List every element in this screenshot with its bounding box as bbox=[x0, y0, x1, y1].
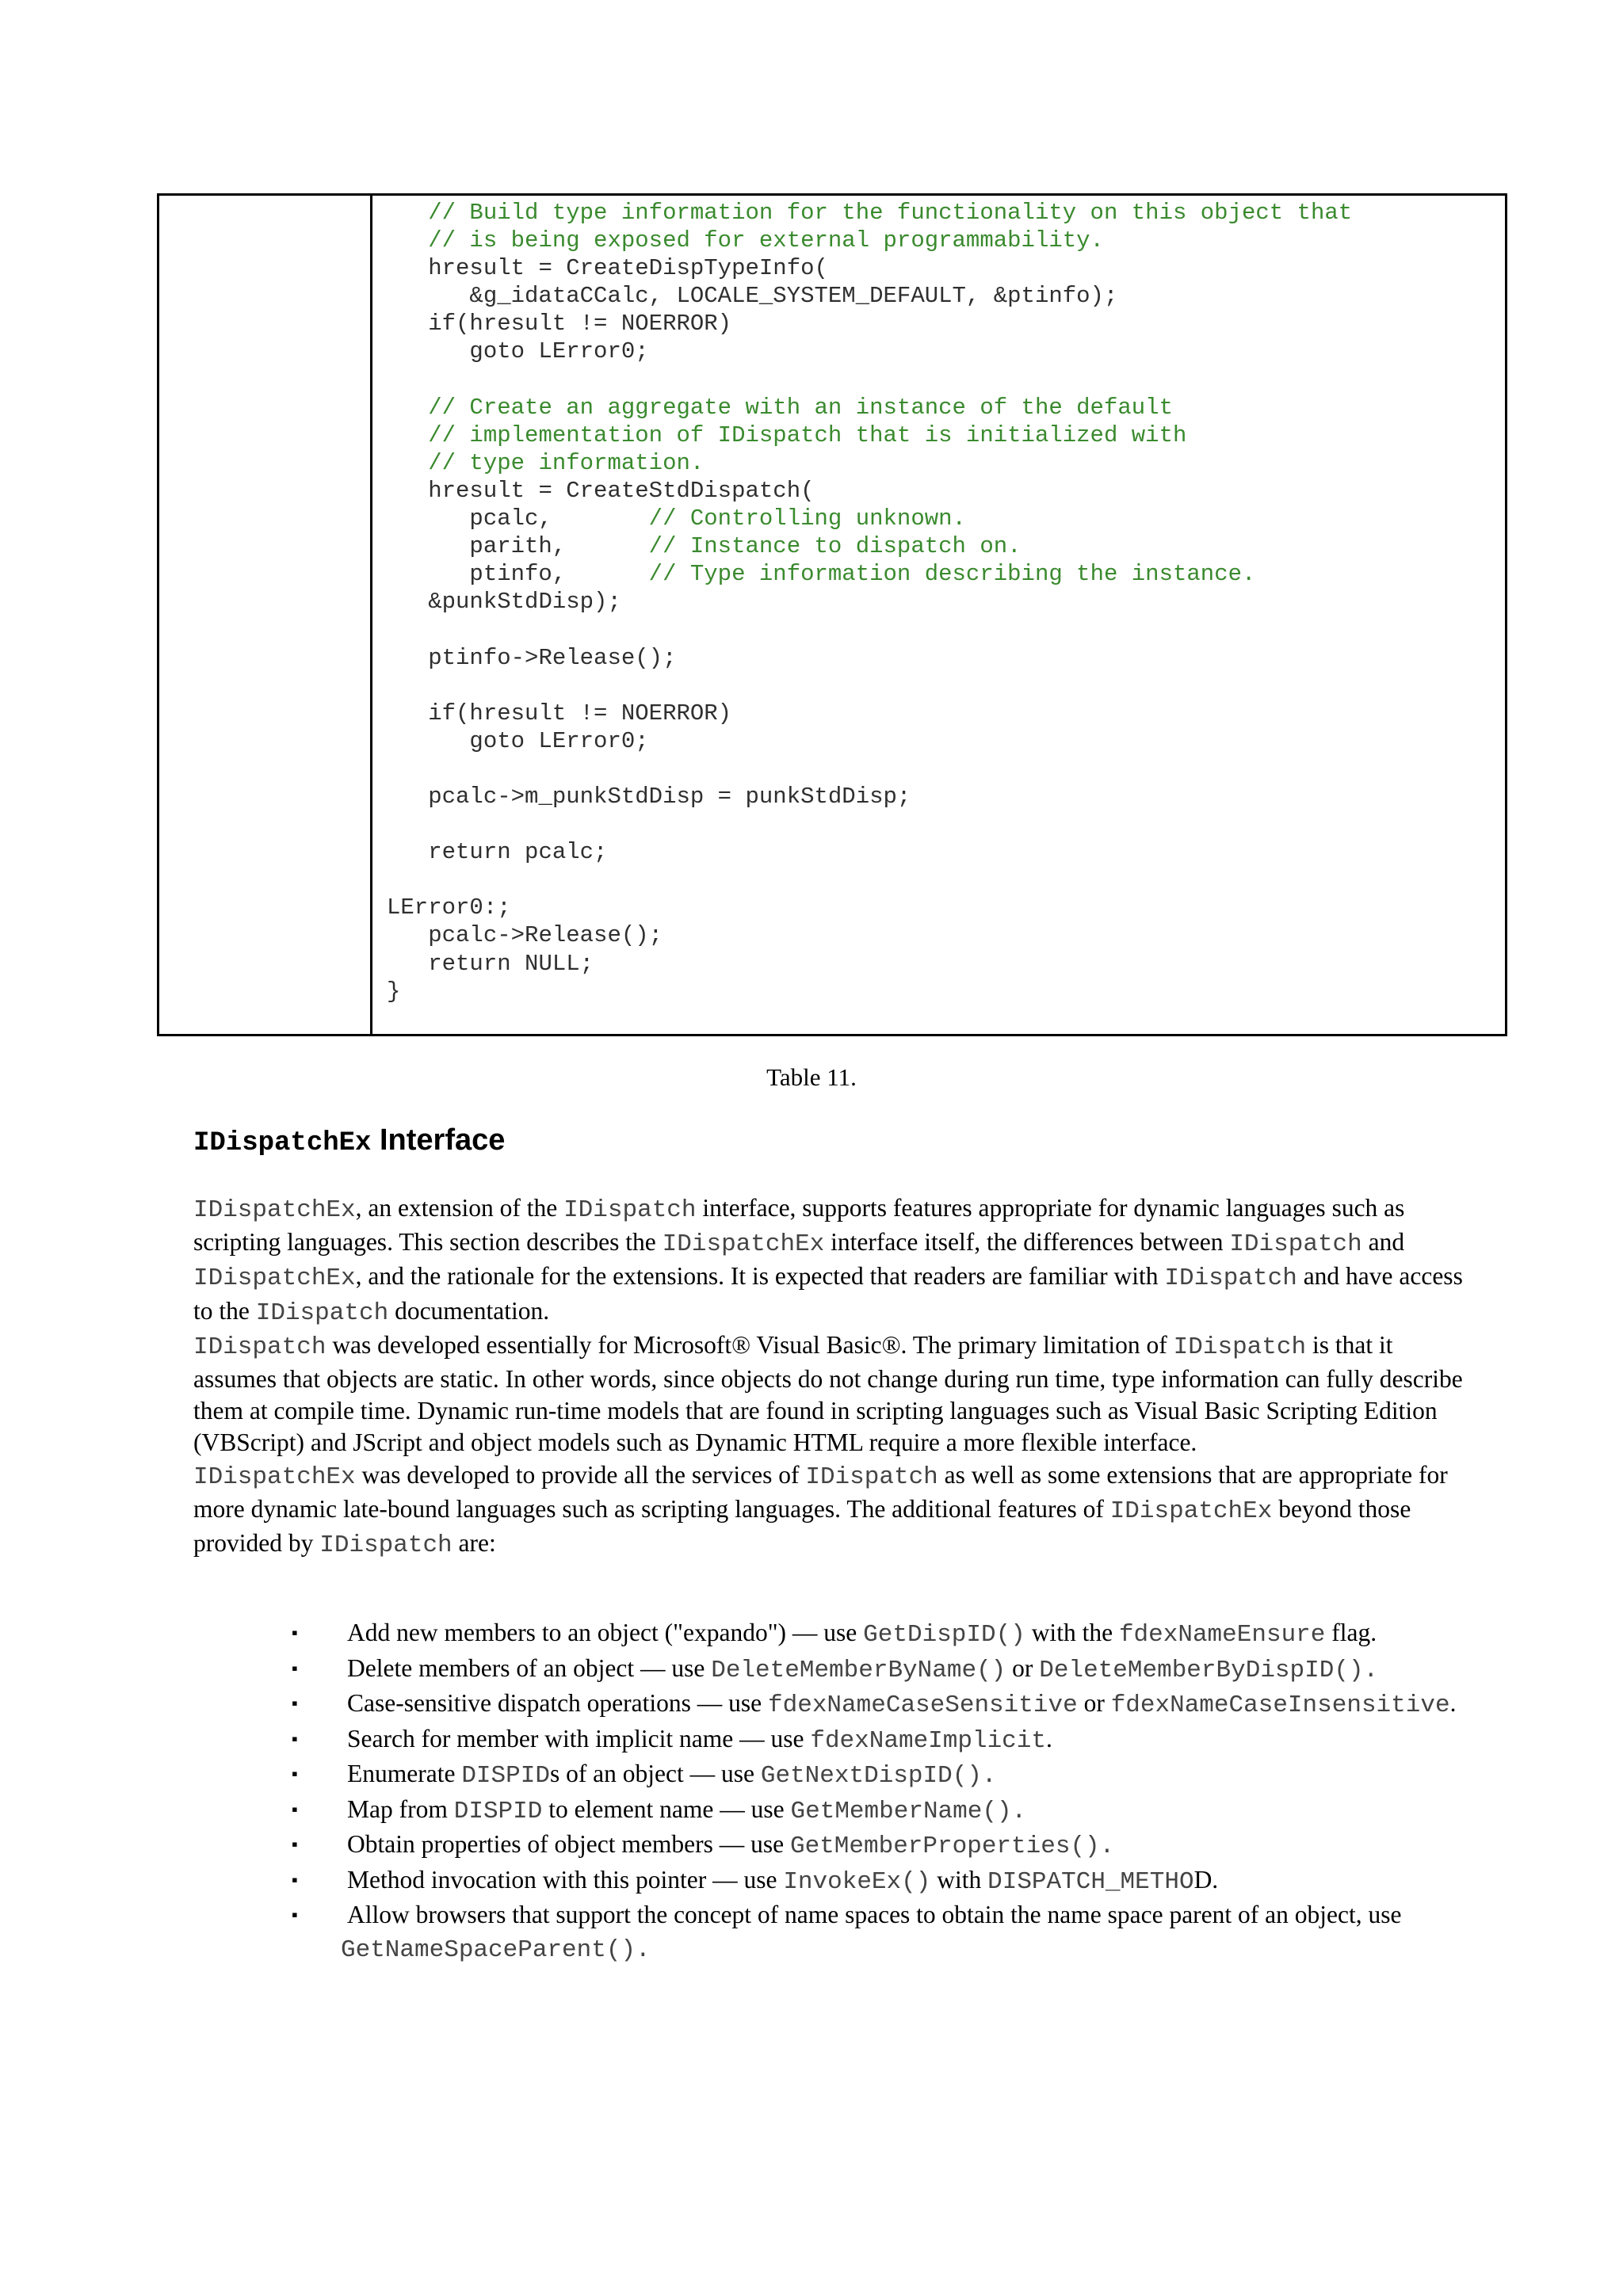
text-run: , and the rationale for the extensions. It is expected that readers are familiar with bbox=[355, 1262, 1165, 1291]
text-run: Obtain properties of object members — use bbox=[347, 1830, 790, 1858]
list-item bbox=[285, 1863, 1506, 1899]
text-run: D. bbox=[1193, 1865, 1219, 1894]
inline-code: IDispatch bbox=[319, 1531, 453, 1560]
bullet-icon: ▪ bbox=[292, 1764, 298, 1783]
code-line bbox=[387, 338, 1352, 365]
code-table bbox=[157, 193, 1507, 1036]
bullet-icon: ▪ bbox=[292, 1623, 298, 1642]
code-line bbox=[387, 672, 1352, 700]
inline-code: IDispatch bbox=[805, 1463, 938, 1491]
paragraph bbox=[193, 1459, 1477, 1562]
inline-code: IDispatch bbox=[1164, 1264, 1297, 1293]
inline-code: GetDispID() bbox=[863, 1621, 1025, 1649]
code-line bbox=[387, 700, 1352, 727]
code-line bbox=[387, 532, 1352, 560]
code-line bbox=[387, 282, 1352, 310]
inline-code: DeleteMemberByDispID(). bbox=[1039, 1656, 1379, 1684]
code-text: pcalc->Release(); bbox=[428, 922, 663, 949]
code-line bbox=[387, 866, 1352, 894]
inline-code: DISPATCH_METHO bbox=[987, 1867, 1194, 1896]
code-text: if(hresult != NOERROR) bbox=[428, 700, 732, 727]
code-line bbox=[387, 449, 1352, 477]
code-line bbox=[387, 616, 1352, 643]
code-text: } bbox=[387, 978, 401, 1005]
inline-code: GetNextDispID(). bbox=[760, 1762, 997, 1790]
text-run: Delete members of an object — use bbox=[347, 1653, 712, 1682]
bullet-icon: ▪ bbox=[292, 1798, 298, 1819]
text-run: s of an object — use bbox=[549, 1760, 761, 1787]
list-item bbox=[285, 1757, 1506, 1793]
list-item-text bbox=[341, 1901, 1401, 1962]
inline-code: GetMemberName(). bbox=[790, 1797, 1027, 1825]
code-text: parith, bbox=[469, 533, 649, 560]
code-line bbox=[387, 477, 1352, 505]
paragraph bbox=[193, 1329, 1477, 1459]
inline-code: IDispatchEx bbox=[193, 1196, 356, 1224]
list-item bbox=[285, 1828, 1506, 1863]
list-item-text bbox=[341, 1866, 1218, 1894]
text-run: Map from bbox=[347, 1794, 454, 1823]
code-comment: // Controlling unknown. bbox=[648, 505, 966, 532]
text-run: documentation. bbox=[388, 1296, 550, 1325]
code-text: pcalc, bbox=[469, 505, 649, 532]
inline-code: GetNameSpaceParent(). bbox=[341, 1936, 651, 1964]
text-run: Allow browsers that support the concept of name spaces to obtain the name space parent of an object, use bbox=[347, 1901, 1402, 1928]
bullet-icon: ▪ bbox=[292, 1728, 298, 1749]
code-line bbox=[387, 838, 1352, 866]
text-run: . bbox=[1046, 1724, 1052, 1753]
code-text: goto LError0; bbox=[469, 727, 649, 754]
heading-text-part: Interface bbox=[371, 1123, 506, 1157]
text-run: with the bbox=[1025, 1619, 1119, 1646]
code-line bbox=[387, 310, 1352, 338]
section-heading bbox=[193, 1123, 505, 1158]
code-line bbox=[387, 783, 1352, 810]
code-text: if(hresult != NOERROR) bbox=[428, 311, 732, 338]
bullet-icon: ▪ bbox=[292, 1905, 298, 1924]
text-run: Method invocation with this pointer — use bbox=[347, 1865, 784, 1894]
bullet-icon: ▪ bbox=[292, 1657, 298, 1678]
text-run: Add new members to an object ("expando") — use bbox=[347, 1619, 864, 1646]
code-line bbox=[387, 978, 1352, 1005]
code-text: &punkStdDisp); bbox=[428, 589, 621, 616]
inline-code: DISPID bbox=[461, 1762, 550, 1790]
inline-code: fdexNameCaseInsensitive bbox=[1110, 1691, 1450, 1719]
code-line bbox=[387, 505, 1352, 532]
inline-code: IDispatch bbox=[193, 1333, 327, 1361]
text-run: with bbox=[930, 1865, 988, 1894]
code-comment: // Type information describing the instance. bbox=[648, 561, 1256, 588]
list-item-text bbox=[341, 1619, 1377, 1649]
inline-code: GetMemberProperties(). bbox=[789, 1833, 1115, 1860]
inline-code: fdexNameImplicit bbox=[810, 1726, 1046, 1755]
text-run: is that it assumes that objects are static. In other words, since objects do not change during run time, type information can fully describe them at compile time. Dynamic run-time models that are found in scripting languages such as Visual Basic Scripting Edition (VBScript) and JScript and object models such as Dynamic HTML require a more flexible interface. bbox=[193, 1330, 1463, 1457]
inline-code: IDispatchEx bbox=[1109, 1497, 1273, 1525]
code-text: goto LError0; bbox=[469, 338, 649, 365]
list-item-text bbox=[341, 1725, 1052, 1753]
code-line bbox=[387, 560, 1352, 588]
inline-code: IDispatch bbox=[563, 1196, 697, 1224]
code-text: LError0:; bbox=[387, 894, 511, 921]
text-run: flag. bbox=[1325, 1619, 1377, 1646]
code-text: pcalc->m_punkStdDisp = punkStdDisp; bbox=[428, 783, 911, 810]
text-run: interface, supports features appropriate for dynamic languages such as scripting languages. This section describes the bbox=[193, 1194, 1405, 1257]
code-text: return pcalc; bbox=[428, 839, 608, 866]
inline-code: IDispatchEx bbox=[193, 1264, 356, 1293]
text-run: Search for member with implicit name — use bbox=[347, 1724, 811, 1753]
code-line bbox=[387, 366, 1352, 394]
list-item-text bbox=[341, 1830, 1114, 1858]
inline-code: IDispatch bbox=[1229, 1230, 1362, 1259]
inline-code: fdexNameCaseSensitive bbox=[768, 1691, 1078, 1719]
code-line bbox=[387, 227, 1352, 254]
text-run: or bbox=[1006, 1653, 1040, 1682]
code-comment: // Create an aggregate with an instance of the default bbox=[428, 394, 1173, 421]
code-text: hresult = CreateDispTypeInfo( bbox=[428, 255, 828, 282]
list-item bbox=[285, 1616, 1506, 1652]
code-text: &g_idataCCalc, LOCALE_SYSTEM_DEFAULT, &ptinfo); bbox=[469, 283, 1118, 310]
list-item bbox=[285, 1898, 1506, 1966]
code-comment: // is being exposed for external programmability. bbox=[428, 227, 1104, 254]
code-line bbox=[387, 810, 1352, 838]
inline-code: IDispatch bbox=[255, 1299, 389, 1327]
code-text: return NULL; bbox=[428, 950, 594, 977]
list-item-text bbox=[341, 1689, 1456, 1717]
text-run: are: bbox=[452, 1529, 496, 1558]
list-item bbox=[285, 1687, 1506, 1722]
table-column-divider bbox=[370, 196, 372, 1034]
text-run: was developed to provide all the services of bbox=[355, 1460, 806, 1489]
text-run: . bbox=[1449, 1689, 1457, 1717]
text-run: to element name — use bbox=[542, 1794, 791, 1823]
list-item bbox=[285, 1722, 1506, 1758]
feature-list bbox=[285, 1616, 1506, 1966]
text-run: Case-sensitive dispatch operations — use bbox=[347, 1689, 769, 1717]
body-text bbox=[193, 1192, 1477, 1562]
inline-code: IDispatchEx bbox=[193, 1463, 356, 1491]
code-line bbox=[387, 644, 1352, 672]
code-line bbox=[387, 421, 1352, 449]
code-comment: // implementation of IDispatch that is initialized with bbox=[428, 421, 1187, 448]
code-text: hresult = CreateStdDispatch( bbox=[428, 477, 815, 504]
text-run: was developed essentially for Microsoft® Visual Basic®. The primary limitation of bbox=[326, 1330, 1174, 1359]
code-line bbox=[387, 755, 1352, 783]
code-line bbox=[387, 394, 1352, 421]
code-line bbox=[387, 921, 1352, 949]
text-run: as well as some extensions that are appropriate for more dynamic late-bound languages such as scripting languages. The additional features of bbox=[193, 1460, 1448, 1523]
bullet-icon: ▪ bbox=[292, 1693, 298, 1713]
code-comment: // Build type information for the functionality on this object that bbox=[428, 200, 1353, 226]
inline-code: fdexNameEnsure bbox=[1118, 1621, 1326, 1649]
code-line bbox=[387, 254, 1352, 282]
inline-code: DeleteMemberByName() bbox=[711, 1656, 1006, 1684]
code-line bbox=[387, 727, 1352, 755]
code-text: ptinfo->Release(); bbox=[428, 644, 677, 671]
list-item-text bbox=[341, 1654, 1378, 1682]
text-run: interface itself, the differences between bbox=[824, 1228, 1230, 1257]
inline-code: IDispatch bbox=[1173, 1333, 1307, 1361]
paragraph bbox=[193, 1192, 1477, 1329]
inline-code: IDispatchEx bbox=[662, 1230, 825, 1259]
inline-code: InvokeEx() bbox=[783, 1867, 931, 1896]
table-caption: Table 11. bbox=[766, 1063, 857, 1091]
text-run: , an extension of the bbox=[355, 1194, 564, 1222]
text-run: Enumerate bbox=[347, 1760, 462, 1787]
heading-code-part: IDispatchEx bbox=[193, 1128, 372, 1158]
code-line bbox=[387, 588, 1352, 616]
list-item bbox=[285, 1793, 1506, 1829]
bullet-icon: ▪ bbox=[292, 1834, 298, 1854]
list-item-text bbox=[341, 1760, 997, 1790]
code-line bbox=[387, 950, 1352, 978]
text-run: or bbox=[1077, 1689, 1111, 1717]
list-item-text bbox=[341, 1795, 1026, 1823]
list-item bbox=[285, 1652, 1506, 1688]
text-run: and have access to the bbox=[193, 1262, 1463, 1325]
code-comment: // type information. bbox=[428, 449, 705, 476]
bullet-icon: ▪ bbox=[292, 1869, 298, 1890]
text-run: and bbox=[1361, 1228, 1405, 1257]
text-run: beyond those provided by bbox=[193, 1494, 1411, 1558]
code-comment: // Instance to dispatch on. bbox=[648, 533, 1022, 560]
inline-code: DISPID bbox=[453, 1797, 543, 1825]
code-listing bbox=[387, 199, 1352, 1005]
code-line bbox=[387, 894, 1352, 921]
code-line bbox=[387, 199, 1352, 227]
code-text: ptinfo, bbox=[469, 561, 649, 588]
